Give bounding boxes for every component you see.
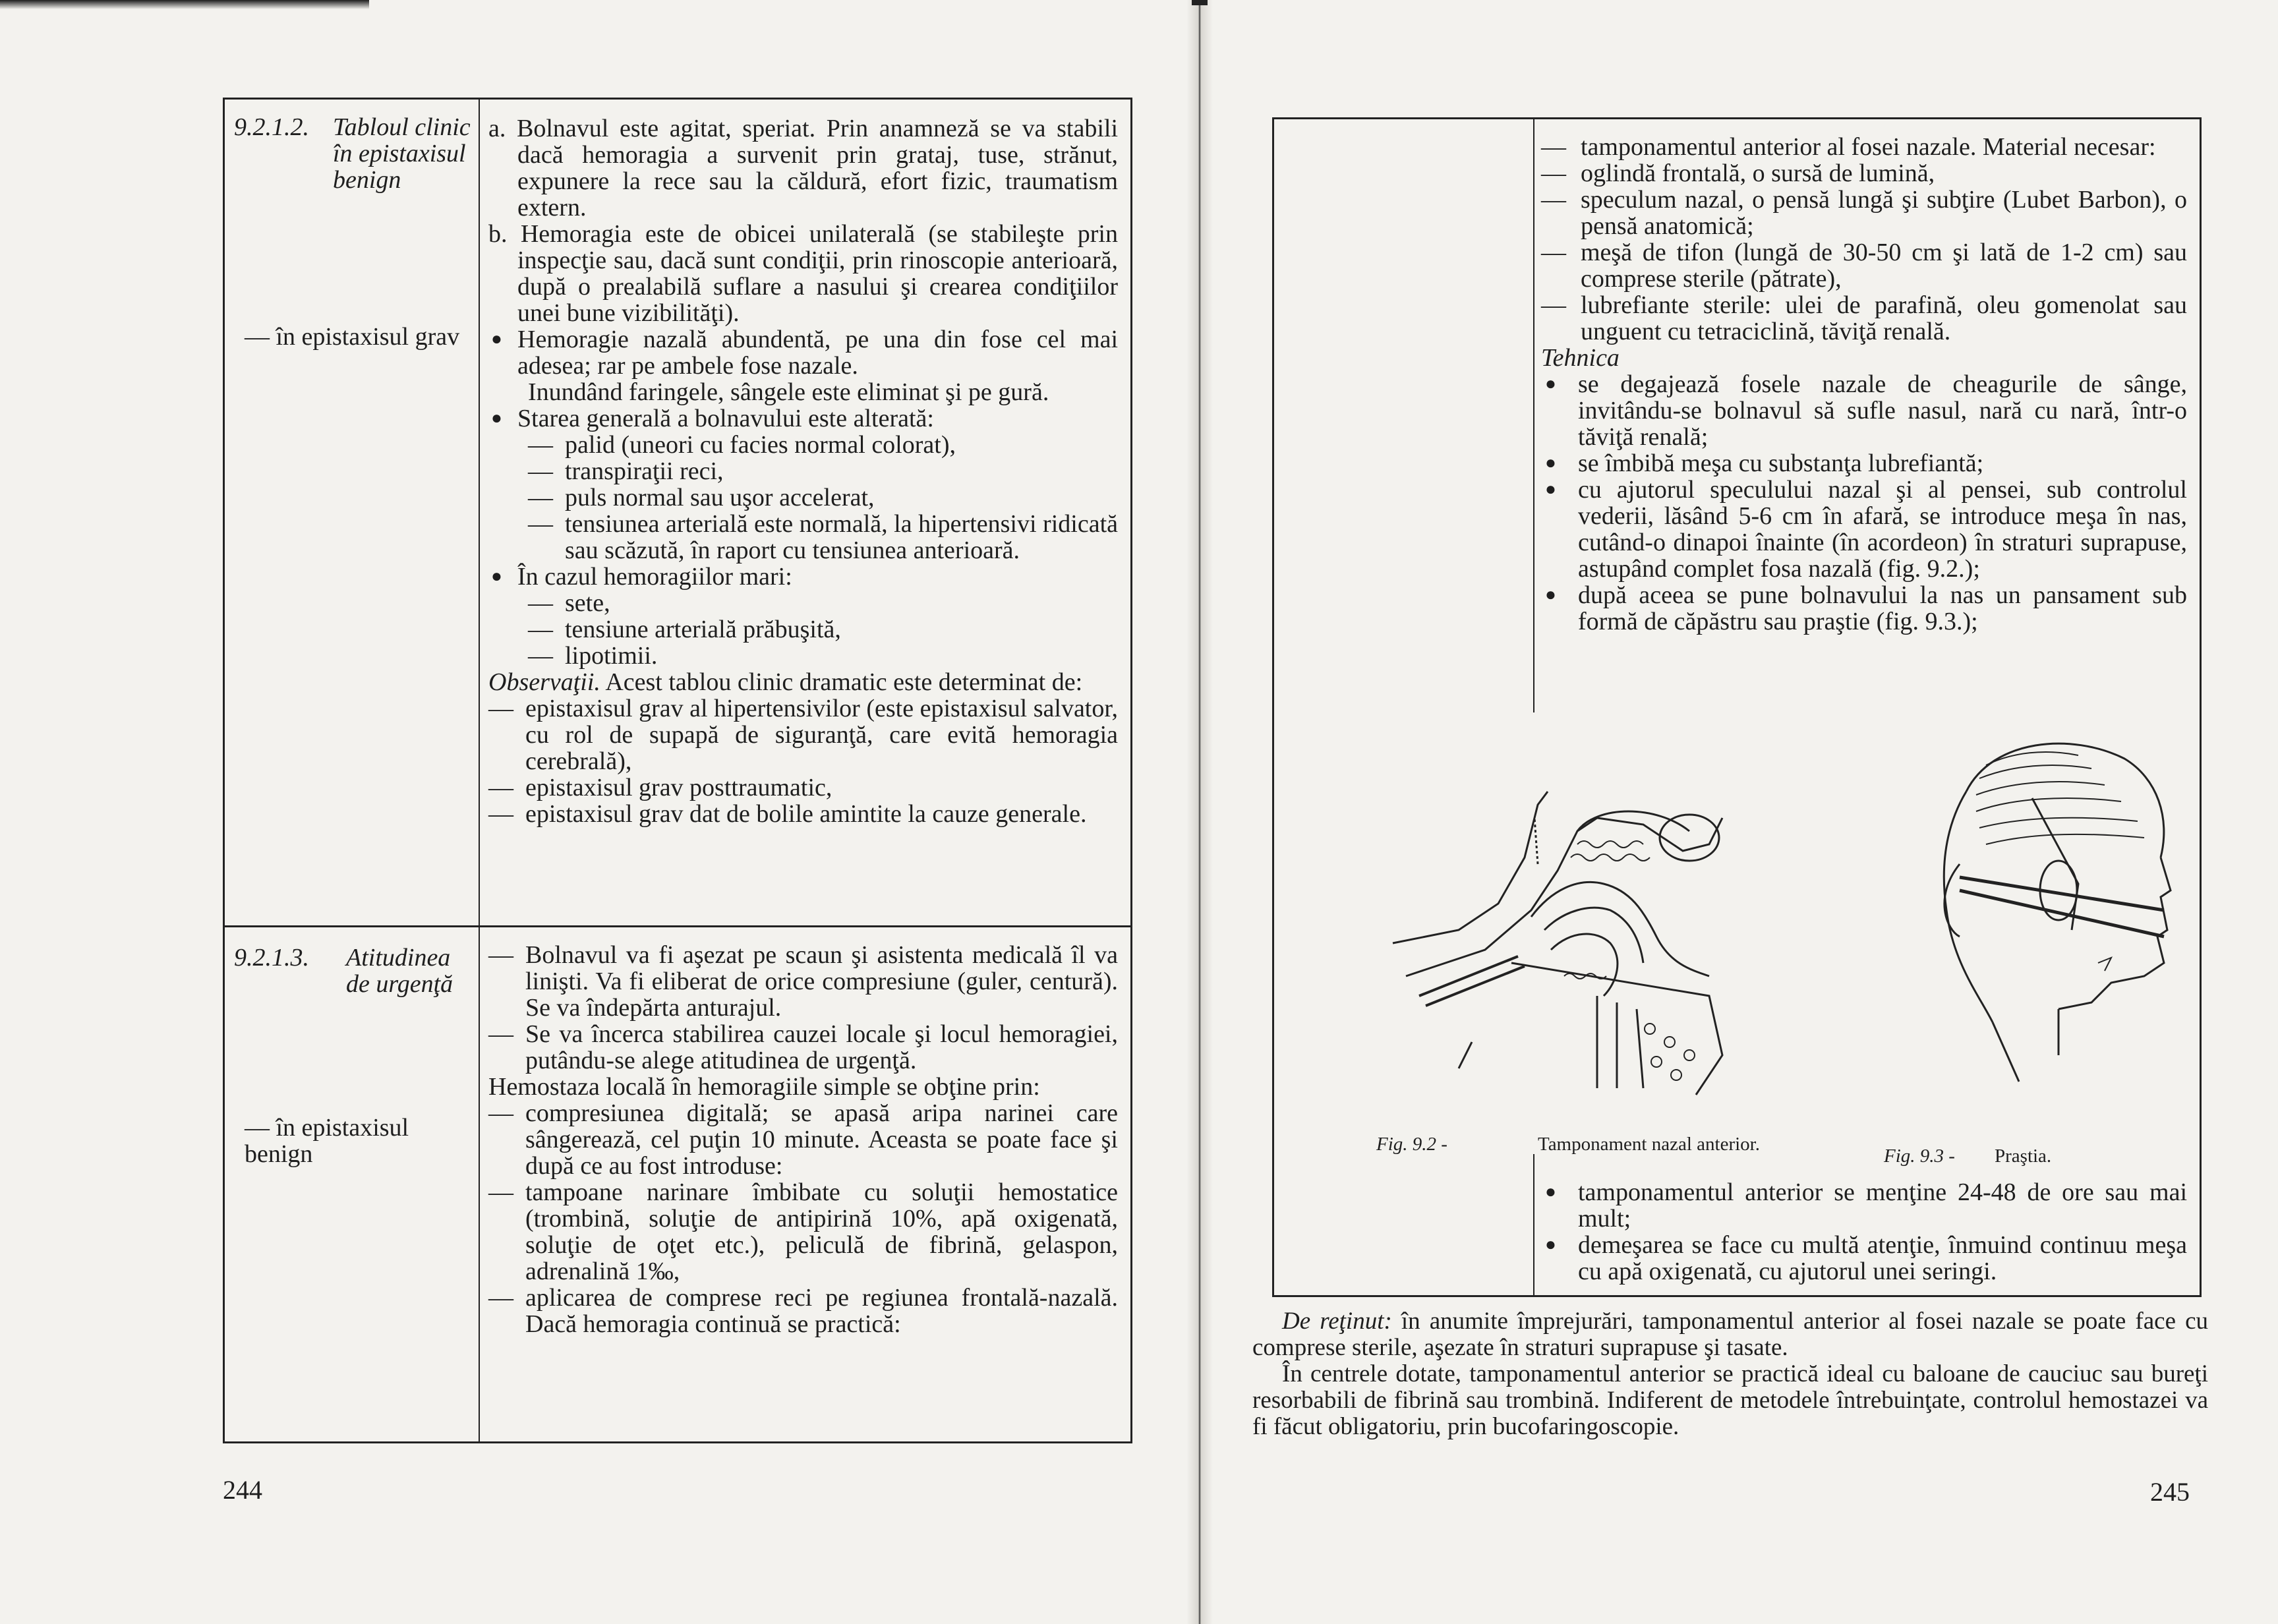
content-line: — transpiraţii reci, xyxy=(528,458,1118,484)
box-divider-bottom xyxy=(1533,1154,1534,1295)
observations-text: Acest tablou clinic dramatic este determinat de: xyxy=(600,668,1083,696)
content-line: — palid (uneori cu facies normal colorat), xyxy=(528,432,1118,458)
content-line: — sete, xyxy=(528,590,1118,616)
technique-step: ● după aceea se pune bolnavului la nas un pansament sub formă de căpăstru sau praştie (fig. 9.3.); xyxy=(1541,582,2187,635)
note-text-2: În centrele dotate, tamponamentul anterior se practică ideal cu baloane de cauciuc sau bureţi resorbabili de fibrină sau trombină. Indiferent de metodele întrebuinţate, controlul hemostazei va fi făcut obligatoriu, prin bucofaringoscopie. xyxy=(1252,1360,2208,1440)
material-item: — meşă de tifon (lungă de 30-50 cm şi lată de 1-2 cm) sau comprese sterile (pătrate), xyxy=(1541,239,2187,292)
page-number: 245 xyxy=(2150,1477,2190,1507)
figure-9-3-caption: Praştia. xyxy=(1995,1146,2052,1167)
content-line: b. Hemoragia este de obicei unilaterală (se stabileşte prin inspecţie sau, dacă sunt condiţii, prin rinoscopie anterioară, după o prealabilă suflare a nasului şi crearea condiţiilor unei bune vizibilităţi). xyxy=(488,220,1118,327)
sublabel-text: — în epistaxisul grav xyxy=(245,323,460,351)
content-line: — lipotimii. xyxy=(528,643,1118,669)
technique-heading: Tehnica xyxy=(1541,344,1620,372)
note-label: De reţinut: xyxy=(1282,1308,1392,1335)
note-text: în anumite împrejurări, tamponamentul anterior al fosei nazale se poate face cu comprese sterile, aşezate în straturi suprapuse şi tasate. xyxy=(1252,1308,2208,1361)
content-line: Hemostaza locală în hemoragiile simple se obţine prin: xyxy=(488,1073,1040,1101)
content-line: ● Hemoragie nazală abundentă, pe una din fose cel mai adesea; rar pe ambele fose nazale. xyxy=(488,326,1118,379)
remember-note xyxy=(1252,1308,2208,1440)
content-line: — Bolnavul va fi aşezat pe scaun şi asistenta medicală îl va linişti. Va fi eliberat de orice compresiune (guler, centură). Se va îndepărta anturajul. xyxy=(488,942,1118,1021)
box-divider-top xyxy=(1533,119,1534,712)
material-item: — tamponamentul anterior al fosei nazale. Material necesar: xyxy=(1541,134,2187,160)
section-title: Atitudinea de urgenţă xyxy=(346,944,453,998)
technique-step: ● cu ajutorul speculului nazal şi al pensei, sub controlul vederii, lăsând 5-6 cm în afară, se introduce meşa în nas, cutând-o dinapoi înainte (în acordeon) în straturi suprapuse, astupând complet fosa nazală (fig. 9.2.); xyxy=(1541,477,2187,582)
technique-step: ● se îmbibă meşa cu substanţa lubrefiantă; xyxy=(1541,450,2187,477)
observation-item: — epistaxisul grav al hipertensivilor (este epistaxisul salvator, cu rol de supapă de siguranţă, care evită hemoragia cerebrală), xyxy=(488,695,1118,774)
figure-number: Fig. 9.3 - xyxy=(1884,1146,1955,1167)
final-note-item: ● demeşarea se face cu multă atenţie, înmuind continuu meşa cu apă oxigenată, cu ajutorul unei seringi. xyxy=(1541,1232,2187,1285)
content-line: — tensiune arterială prăbuşită, xyxy=(528,616,1118,643)
technique-step: ● se degajează fosele nazale de cheagurile de sânge, invitându-se bolnavul să sufle nasul, nară cu nară, într-o tăviţă renală; xyxy=(1541,371,2187,450)
material-list xyxy=(1541,134,2187,635)
section-title: Tabloul clinic în epistaxisul benign xyxy=(333,113,471,194)
section-number: 9.2.1.2. xyxy=(234,113,309,141)
figure-number: Fig. 9.2 - xyxy=(1376,1134,1447,1155)
content-line: — Se va încerca stabilirea cauzei locale şi locul hemoragiei, putându-se alege atitudinea de urgenţă. xyxy=(488,1021,1118,1074)
content-line: ● Starea generală a bolnavului este alterată: xyxy=(488,405,1118,432)
sublabel-text: — în epistaxisul benign xyxy=(245,1114,409,1168)
material-item: — oglindă frontală, o sursă de lumină, xyxy=(1541,160,2187,187)
observation-item: — epistaxisul grav dat de bolile amintite la cauze generale. xyxy=(488,801,1118,827)
content-line: — aplicarea de comprese reci pe regiunea frontală-nazală. Dacă hemoragia continuă se practică: xyxy=(488,1285,1118,1337)
figure-9-2-caption: Tamponament nazal anterior. xyxy=(1538,1134,1760,1155)
content-line: a. Bolnavul este agitat, speriat. Prin anamneză se va stabili dacă hemoragia a survenit prin grataj, tuse, strănut, expunere la rece sau la căldură, efort fizic, traumatism extern. xyxy=(488,115,1118,221)
right-box xyxy=(1272,117,2202,1297)
nasal-packing-illustration xyxy=(1380,778,1749,1121)
final-notes-list xyxy=(1541,1179,2187,1285)
content-line: — puls normal sau uşor accelerat, xyxy=(528,484,1118,511)
sling-bandage-illustration xyxy=(1861,712,2190,1108)
content-line: — tampoane narinare îmbibate cu soluţii hemostatice (trombină, soluţie de antipirină 10%, apă oxigenată, soluţie de oţet etc.), peliculă de fibrină, gelaspon, adrenalină 1‰, xyxy=(488,1179,1118,1285)
figure-9-2-number xyxy=(1376,1134,1508,1155)
content-line: Inundând faringele, sângele este eliminat şi pe gură. xyxy=(528,378,1049,406)
content-line: — compresiunea digitală; se apasă aripa narinei care sângerează, cel puţin 10 minute. Aceasta se poate face şi după ce au fost introduse: xyxy=(488,1100,1118,1179)
page-number: 244 xyxy=(223,1475,262,1505)
content-line: — tensiunea arterială este normală, la hipertensivi ridicată sau scăzută, în raport cu tensiunea anterioară. xyxy=(528,511,1118,564)
section-number: 9.2.1.3. xyxy=(234,944,309,972)
final-note-item: ● tamponamentul anterior se menţine 24-48 de ore sau mai mult; xyxy=(1541,1179,2187,1232)
material-item: — lubrefiante sterile: ulei de parafină, oleu gomenolat sau unguent cu tetraciclină, tăviţă renală. xyxy=(1541,292,2187,345)
material-item: — speculum nazal, o pensă lungă şi subţire (Lubet Barbon), o pensă anatomică; xyxy=(1541,187,2187,239)
observation-item: — epistaxisul grav posttraumatic, xyxy=(488,774,1118,801)
content-line: ● În cazul hemoragiilor mari: xyxy=(488,564,1118,590)
observations-label: Observaţii. xyxy=(488,668,600,696)
